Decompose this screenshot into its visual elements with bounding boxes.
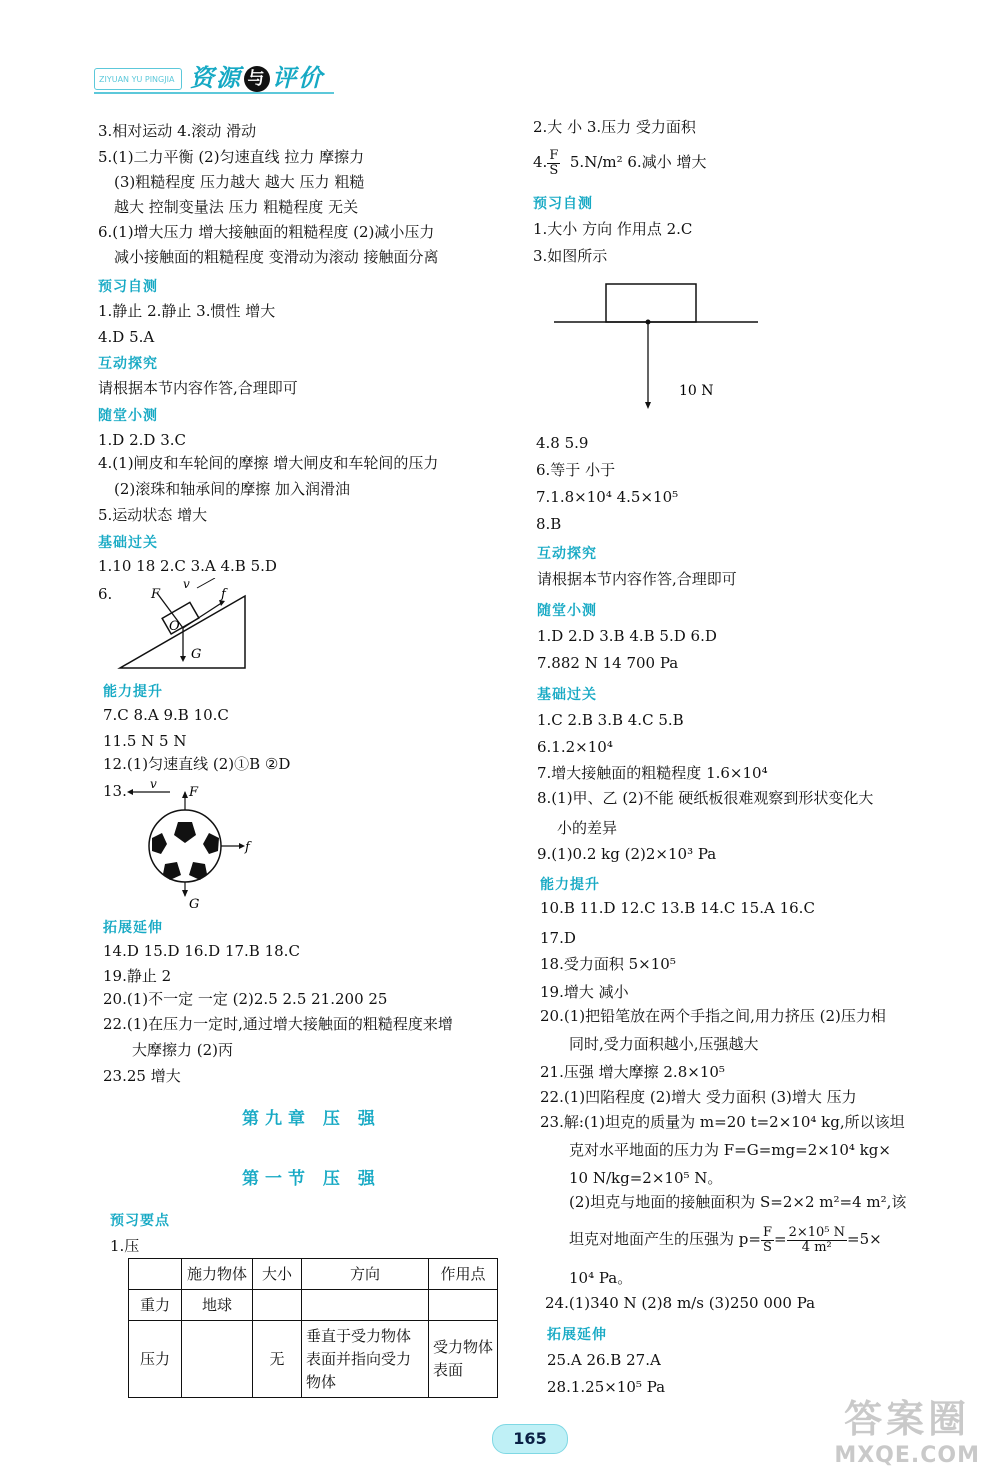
section-title: 第一节 压 强 [242,1169,381,1189]
table-cell: 大小 [253,1259,302,1290]
right-line: 克对水平地面的压力为 F=G=mg=2×10⁴ kg× [569,1141,891,1159]
watermark-url: MXQE.COM [834,1443,980,1468]
right-line-rest: 5.N/m² 6.减小 增大 [569,153,707,171]
fraction [547,149,560,178]
section-heading: 随堂小测 [98,408,158,424]
table-cell: 无 [253,1321,302,1398]
chapter-title: 第九章 压 强 [242,1109,381,1129]
section-heading: 预习要点 [110,1213,170,1229]
left-line: 4.D 5.A [98,328,155,346]
right-line: 20.(1)把铅笔放在两个手指之间,用力挤压 (2)压力相 [540,1007,886,1025]
table-header-row [129,1259,498,1290]
section-heading: 拓展延伸 [103,920,163,936]
header-pinyin-box [94,68,182,90]
fraction-denominator: 4 m² [801,1239,832,1255]
table-cell [253,1290,302,1321]
section-heading: 基础过关 [98,535,158,551]
fraction-numerator: F [762,1224,772,1240]
header-title [190,58,324,93]
fraction-numerator: F [549,147,559,163]
point-O-label: O [169,619,180,634]
right-line: 24.(1)340 N (2)8 m/s (3)250 000 Pa [545,1294,816,1312]
left-line: 大摩擦力 (2)丙 [132,1041,234,1059]
watermark [834,1388,980,1468]
left-line: 5.(1)二力平衡 (2)匀速直线 拉力 摩擦力 [98,148,365,166]
equals-sign: = [773,1230,787,1248]
right-line: 22.(1)凹陷程度 (2)增大 受力面积 (3)增大 压力 [540,1088,857,1106]
table-cell [429,1290,498,1321]
right-line: 10⁴ Pa。 [569,1269,633,1287]
friction-label: f [245,840,250,855]
table-cell: 垂直于受力物体表面并指向受力物体 [302,1321,429,1398]
right-line: (2)坦克与地面的接触面积为 S=2×2 m²=4 m²,该 [569,1193,907,1211]
right-line: 21.压强 增大摩擦 2.8×10⁵ [540,1063,725,1081]
section-heading: 随堂小测 [537,603,597,619]
left-line: (2)滚珠和轴承间的摩擦 加入润滑油 [114,480,351,498]
pressure-force-figure [552,280,762,415]
table-cell [302,1290,429,1321]
left-line: 12.(1)匀速直线 (2)①B ②D [103,755,291,773]
header-title-part1: 资源 [190,64,242,92]
soccer-ball-figure [125,778,265,913]
table-cell: 作用点 [429,1259,498,1290]
right-line: 6.等于 小于 [536,461,616,479]
table-cell [129,1259,182,1290]
left-line: 6. [98,585,113,603]
header-rule [94,92,334,94]
left-line: 1.压 [110,1237,140,1255]
left-line: 1.D 2.D 3.C [98,431,187,449]
watermark-text: 答案圈 [844,1397,971,1441]
right-line: 同时,受力面积越小,压强越大 [569,1035,759,1053]
right-line: 23.解:(1)坦克的质量为 m=20 t=2×10⁴ kg,所以该坦 [540,1113,905,1131]
left-line: 11.5 N 5 N [103,732,187,750]
left-line: 19.静止 2 [103,967,172,985]
right-line-prefix: 4. [533,153,548,171]
section-heading: 预习自测 [98,279,158,295]
left-line: 7.C 8.A 9.B 10.C [103,706,229,724]
right-line: 25.A 26.B 27.A [547,1351,661,1369]
section-heading: 互动探究 [537,546,597,562]
section-heading: 基础过关 [537,687,597,703]
right-line: 18.受力面积 5×10⁵ [540,955,676,973]
left-line: 3.相对运动 4.滚动 滑动 [98,122,257,140]
velocity-label: v [150,778,157,791]
right-line: 3.如图所示 [533,247,608,265]
force-table [128,1258,498,1398]
left-line: (3)粗糙程度 压力越大 越大 压力 粗糙 [114,173,365,191]
left-line: 越大 控制变量法 压力 粗糙程度 无关 [114,198,359,216]
left-line: 1.10 18 2.C 3.A 4.B 5.D [98,557,277,575]
right-line: 1.C 2.B 3.B 4.C 5.B [537,711,684,729]
right-line: 4.8 5.9 [536,434,589,452]
left-line: 22.(1)在压力一定时,通过增大接触面的粗糙程度来增 [103,1015,453,1033]
right-line: 10 N/kg=2×10⁵ N。 [569,1169,723,1187]
header-pinyin: ZIYUAN YU PINGJIA [99,75,175,84]
right-line: 7.增大接触面的粗糙程度 1.6×10⁴ [537,764,768,782]
right-line: 8.B [536,515,562,533]
fraction [787,1226,847,1255]
right-line: 请根据本节内容作答,合理即可 [537,570,737,588]
table-cell: 地球 [182,1290,253,1321]
fraction-numerator: 2×10⁵ N [788,1224,845,1240]
right-line-formula [569,1222,882,1256]
right-line: 9.(1)0.2 kg (2)2×10³ Pa [537,845,717,863]
right-line: 小的差异 [557,819,618,837]
force-F-label: F [151,587,161,602]
section-heading: 互动探究 [98,356,158,372]
fraction [761,1226,774,1255]
table-cell: 重力 [129,1290,182,1321]
header-title-mid: 与 [244,66,270,92]
fraction-denominator: S [763,1239,772,1255]
table-cell: 施力物体 [182,1259,253,1290]
section-heading: 能力提升 [103,684,163,700]
formula-prefix: 坦克对地面产生的压强为 p= [569,1230,761,1248]
left-line: 23.25 增大 [103,1067,181,1085]
right-line: 2.大 小 3.压力 受力面积 [533,118,696,136]
table-cell: 方向 [302,1259,429,1290]
left-line: 5.运动状态 增大 [98,506,208,524]
right-line: 19.增大 减小 [540,983,629,1001]
left-line: 4.(1)闸皮和车轮间的摩擦 增大闸皮和车轮间的压力 [98,454,439,472]
right-line: 17.D [540,929,576,947]
table-row [129,1321,498,1398]
left-line: 6.(1)增大压力 增大接触面的粗糙程度 (2)减小压力 [98,223,435,241]
table-cell: 受力物体表面 [429,1321,498,1398]
right-line: 7.1.8×10⁴ 4.5×10⁵ [536,488,679,506]
incline-figure [115,578,255,673]
right-line: 1.D 2.D 3.B 4.B 5.D 6.D [537,627,717,645]
right-line: 6.1.2×10⁴ [537,738,613,756]
right-line: 8.(1)甲、乙 (2)不能 硬纸板很难观察到形状变化大 [537,789,874,807]
left-line: 减小接触面的粗糙程度 变滑动为滚动 接触面分离 [114,248,439,266]
force-F-label: F [189,785,199,800]
table-row [129,1290,498,1321]
right-line: 28.1.25×10⁵ Pa [547,1378,666,1396]
left-line: 14.D 15.D 16.D 17.B 18.C [103,942,300,960]
force-magnitude-label: 10 N [679,383,714,399]
page-number: 165 [492,1424,568,1454]
section-heading: 拓展延伸 [547,1327,607,1343]
section-heading: 预习自测 [533,196,593,212]
velocity-label: v [183,578,190,591]
table-cell [182,1321,253,1398]
gravity-label: G [189,897,200,912]
right-line-fraction [533,145,706,179]
fraction-denominator: S [549,162,559,178]
right-line: 10.B 11.D 12.C 13.B 14.C 15.A 16.C [540,899,815,917]
table-cell: 压力 [129,1321,182,1398]
right-line: 1.大小 方向 作用点 2.C [533,220,693,238]
left-line: 请根据本节内容作答,合理即可 [98,379,298,397]
header-title-part2: 评价 [272,64,324,92]
formula-result: =5× [847,1230,882,1248]
right-line: 7.882 N 14 700 Pa [537,654,679,672]
left-line: 13. [103,782,127,800]
left-line: 1.静止 2.静止 3.惯性 增大 [98,302,276,320]
friction-label: f [221,587,226,602]
section-heading: 能力提升 [540,877,600,893]
left-line: 20.(1)不一定 一定 (2)2.5 2.5 21.200 25 [103,990,388,1008]
gravity-label: G [191,647,202,662]
